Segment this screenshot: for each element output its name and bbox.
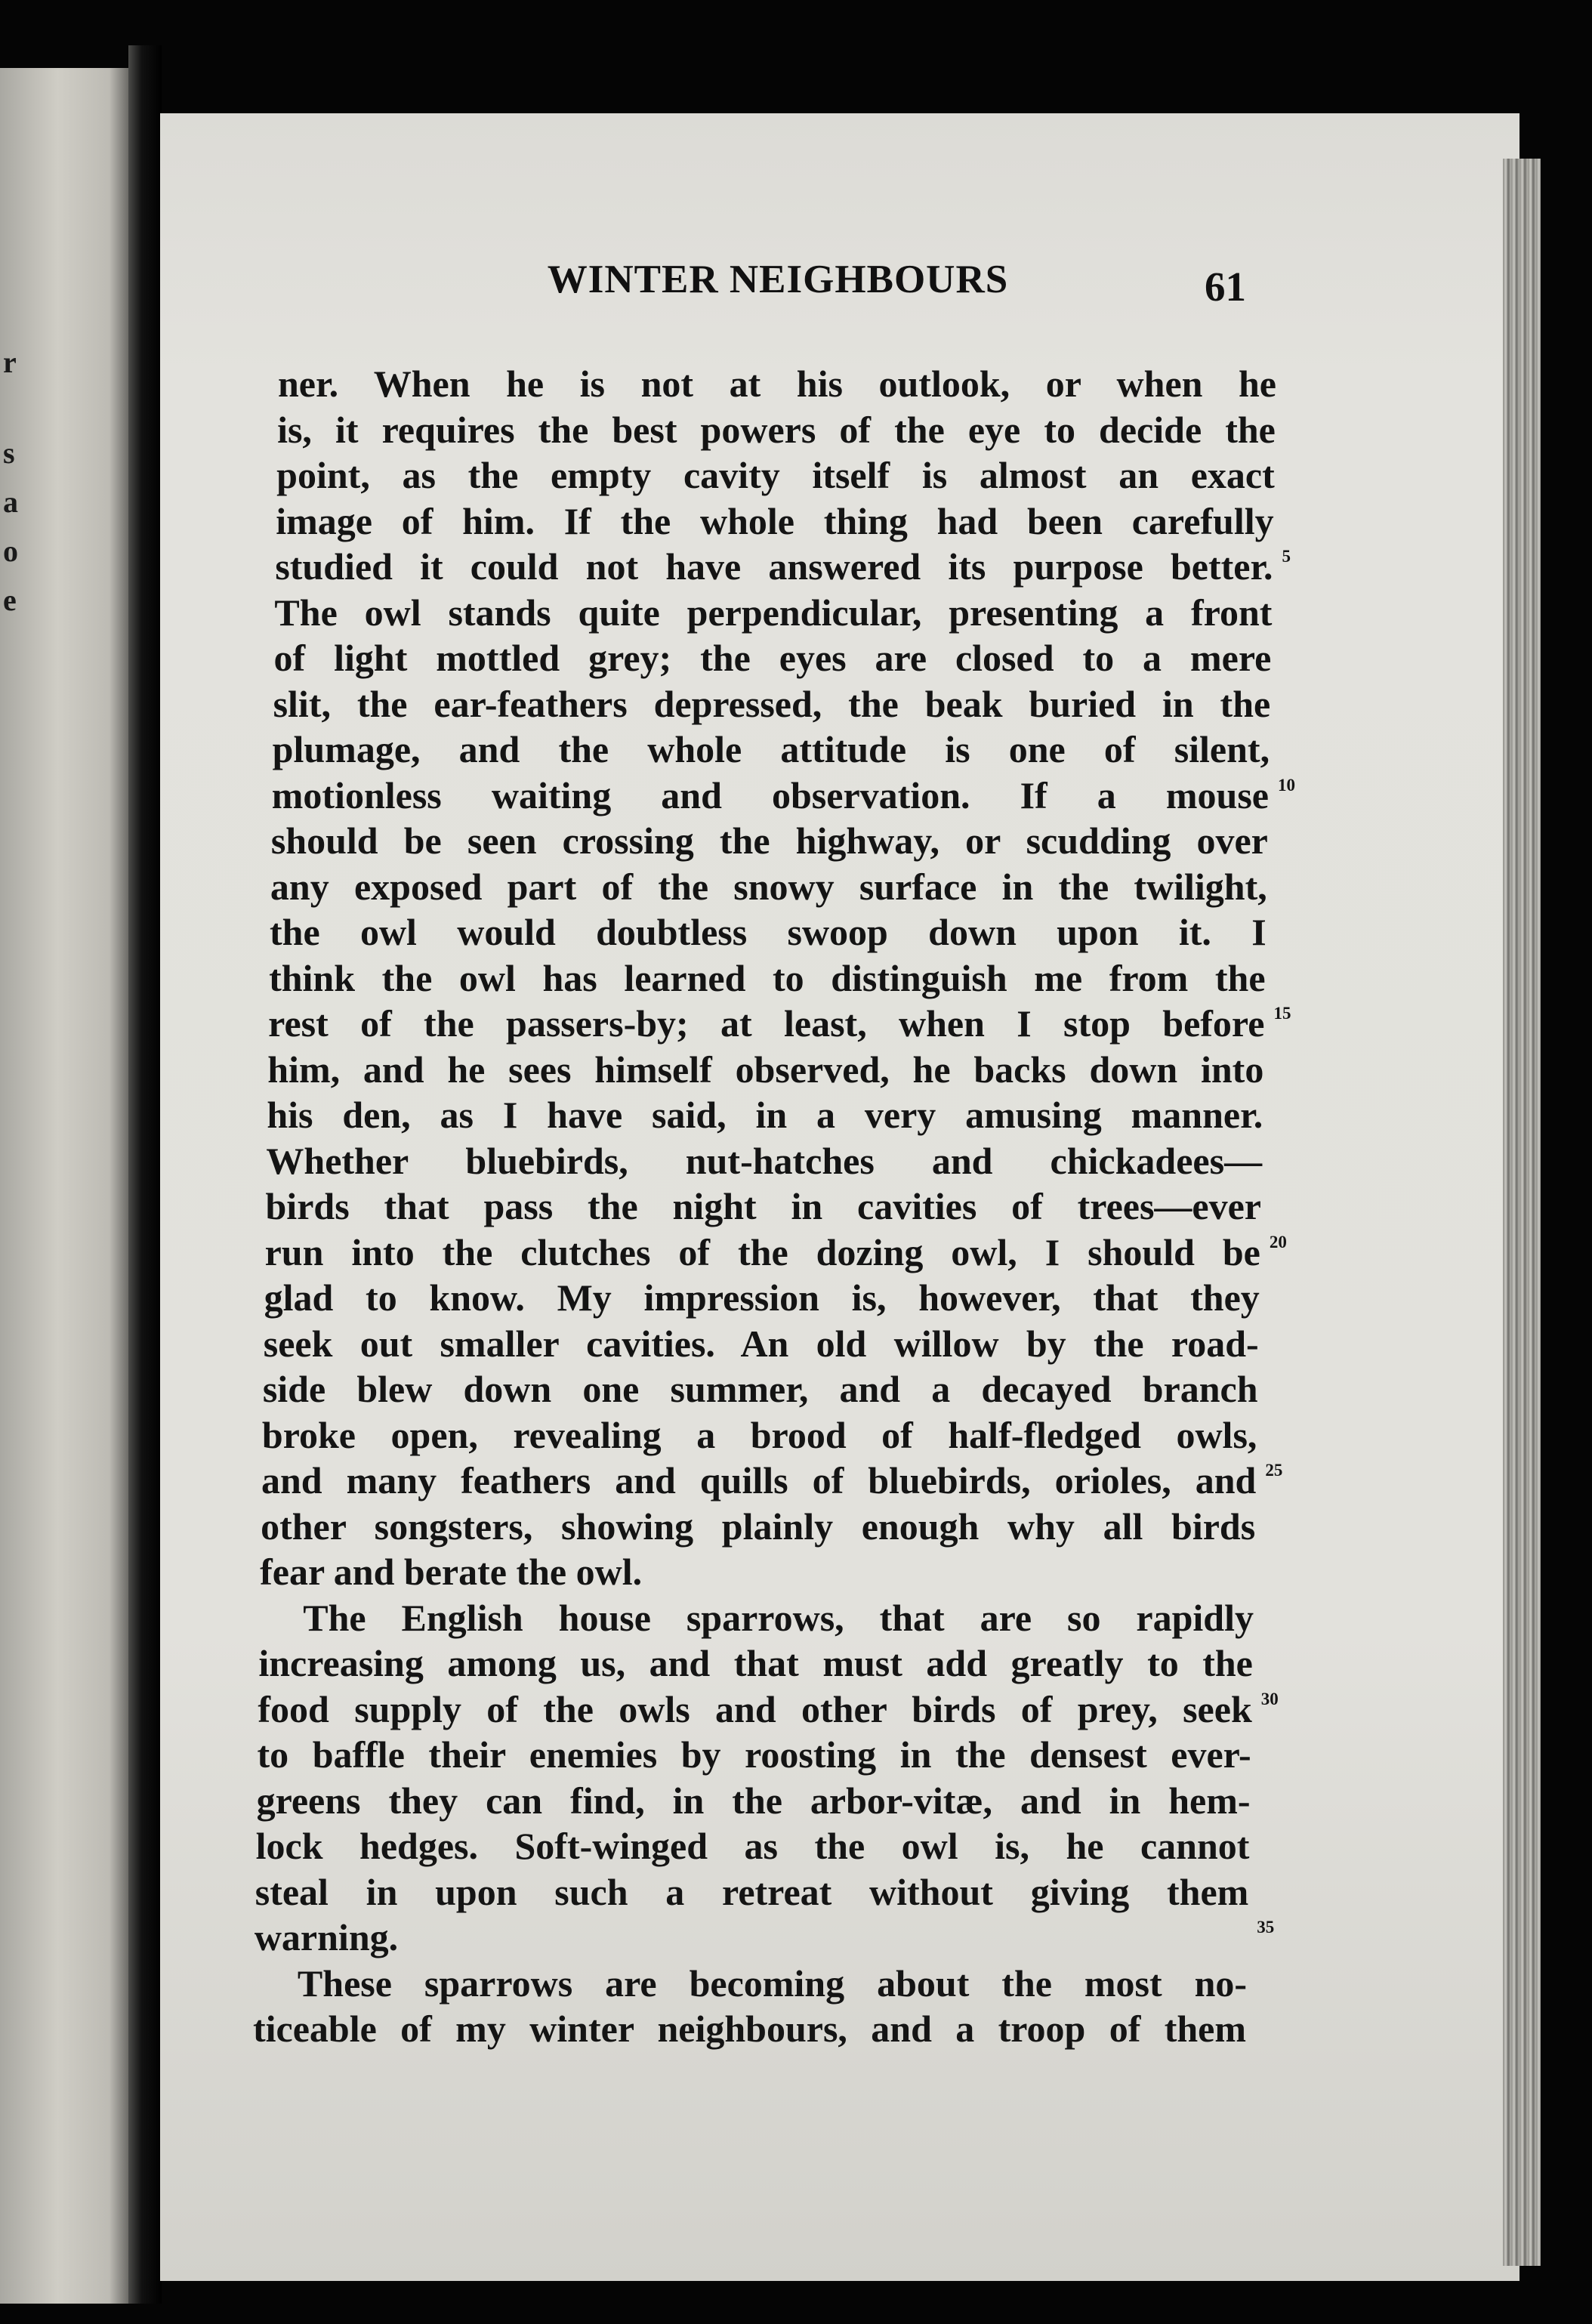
page-number: 61 xyxy=(1205,264,1246,310)
text-line: studied it could not have answered its purpose better. xyxy=(275,545,1273,588)
previous-page-edge xyxy=(0,68,128,2304)
line-number: 35 xyxy=(1257,1918,1275,1937)
text-line: ticeable of my winter neighbours, and a troop of them xyxy=(253,2008,1246,2050)
text-line: Whether bluebirds, nut-hatches and chickadees— xyxy=(266,1139,1263,1182)
line-number: 15 xyxy=(1273,1004,1291,1023)
prev-page-fragment: s xyxy=(3,436,15,470)
text-line: plumage, and the whole attitude is one of silent, xyxy=(272,728,1270,770)
line-number: 20 xyxy=(1269,1232,1287,1252)
text-line: warning. xyxy=(254,1916,399,1958)
book-gutter xyxy=(128,45,162,2304)
text-line: any exposed part of the snowy surface in the twilight, xyxy=(270,865,1267,908)
text-line: other songsters, showing plainly enough why all birds xyxy=(261,1505,1256,1548)
prev-page-fragment: e xyxy=(3,583,17,617)
text-line: of light mottled grey; the eyes are closed to a mere xyxy=(273,637,1272,679)
prev-page-fragment: r xyxy=(3,345,17,379)
text-line: steal in upon such a retreat without giving them xyxy=(255,1870,1249,1913)
text-line: The owl stands quite perpendicular, presenting a front xyxy=(274,591,1273,634)
page-stack-edge xyxy=(1503,159,1541,2266)
text-line: his den, as I have said, in a very amusing manner. xyxy=(267,1094,1263,1136)
text-line: These sparrows are becoming about the most no- xyxy=(297,1961,1248,2005)
text-line: motionless waiting and observation. If a mouse xyxy=(271,773,1269,816)
text-line: is, it requires the best powers of the eye to decide the xyxy=(277,408,1276,451)
text-line: image of him. If the whole thing had been carefully xyxy=(276,499,1274,542)
text-line: and many feathers and quills of bluebirds, orioles, and xyxy=(261,1459,1257,1501)
text-line: The English house sparrows, that are so rapidly xyxy=(303,1596,1254,1639)
text-line: ner. When he is not at his outlook, or when he xyxy=(278,363,1276,405)
running-head: WINTER NEIGHBOURS xyxy=(547,258,1009,301)
text-line: seek out smaller cavities. An old willow by the road- xyxy=(263,1322,1259,1365)
line-number: 30 xyxy=(1260,1689,1279,1708)
text-line: should be seen crossing the highway, or scudding over xyxy=(270,819,1268,862)
text-line: food supply of the owls and other birds of prey, seek xyxy=(258,1687,1252,1730)
text-line: him, and he sees himself observed, he backs down into xyxy=(267,1048,1264,1091)
prev-page-fragment: o xyxy=(3,534,18,568)
text-line: the owl would doubtless swoop down upon it. I xyxy=(270,911,1267,953)
text-line: run into the clutches of the dozing owl, I should be xyxy=(264,1230,1260,1273)
line-number: 25 xyxy=(1265,1461,1283,1480)
line-number: 10 xyxy=(1278,775,1295,795)
text-line: side blew down one summer, and a decayed branch xyxy=(262,1368,1258,1410)
text-line: rest of the passers-by; at least, when I stop before xyxy=(268,1002,1265,1045)
text-line: think the owl has learned to distinguish me from the xyxy=(269,956,1266,999)
line-number: 5 xyxy=(1282,547,1291,566)
text-line: to baffle their enemies by roosting in the densest ever- xyxy=(257,1733,1251,1776)
text-line: slit, the ear-feathers depressed, the beak buried in the xyxy=(273,682,1271,725)
text-line: glad to know. My impression is, however, that they xyxy=(264,1276,1260,1319)
text-line: increasing among us, and that must add greatly to the xyxy=(258,1642,1253,1684)
text-line: lock hedges. Soft-winged as the owl is, he cannot xyxy=(255,1825,1250,1867)
text-line: fear and berate the owl. xyxy=(260,1551,643,1593)
prev-page-fragment: a xyxy=(3,485,18,519)
text-line: greens they can find, in the arbor-vitæ, and in hem- xyxy=(256,1779,1251,1822)
text-line: point, as the empty cavity itself is almost an exact xyxy=(276,454,1275,496)
text-line: birds that pass the night in cavities of trees—ever xyxy=(265,1185,1261,1227)
text-line: broke open, revealing a brood of half-fledged owls, xyxy=(261,1413,1257,1456)
